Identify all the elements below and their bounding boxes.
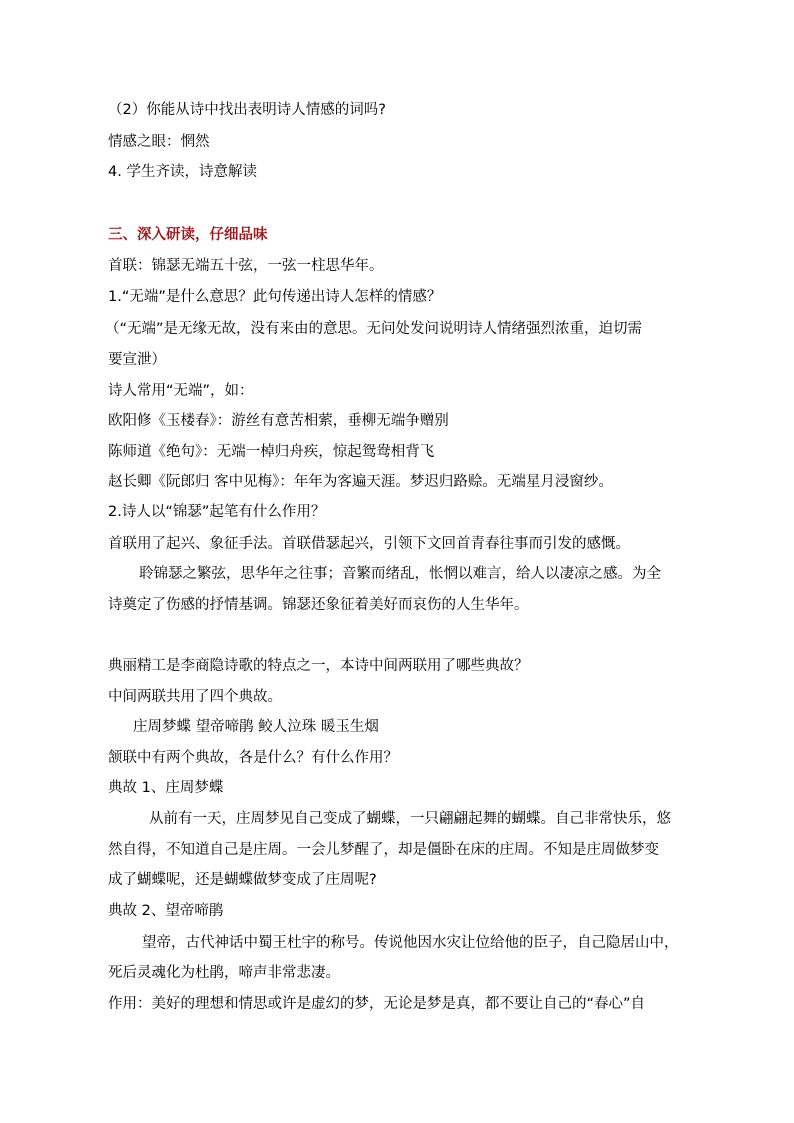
wuduan-examples-intro: 诗人常用“无端”，如： bbox=[108, 383, 254, 399]
answer-wuduan-line2: 要宣泄） bbox=[108, 352, 166, 368]
allusion-1-text-line3: 成了蝴蝶呢，还是蝴蝶做梦变成了庄周呢? bbox=[108, 872, 377, 888]
step-4: 4. 学生齐读，诗意解读 bbox=[108, 164, 257, 180]
allusion-2-title: 典故 2、望帝啼鹃 bbox=[108, 903, 224, 919]
question-jinse: 2.诗人以“锦瑟”起笔有什么作用？ bbox=[108, 504, 326, 520]
allusion-list: 庄周梦蝶 望帝啼鹃 鲛人泣珠 暖玉生烟 bbox=[133, 719, 379, 735]
answer-jinse-line3: 诗奠定了伤感的抒情基调。锦瑟还象征着美好而哀伤的人生华年。 bbox=[108, 597, 529, 613]
allusion-2-text-line2: 死后灵魂化为杜鹃，啼声非常悲凄。 bbox=[108, 965, 340, 981]
hanlian-question: 颔联中有两个典故，各是什么？有什么作用？ bbox=[108, 750, 398, 766]
allusion-1-text-line2: 然自得，不知道自己是庄周。一会儿梦醒了，却是僵卧在床的庄周。不知是庄周做梦变 bbox=[108, 842, 659, 858]
answer-jinse-line1: 首联用了起兴、象征手法。首联借瑟起兴，引领下文回首青春往事而引发的感慨。 bbox=[108, 536, 630, 552]
example-zhao: 赵长卿《阮郎归 客中见梅》：年年为客遍天涯。梦迟归路赊。无端星月浸窗纱。 bbox=[108, 474, 613, 490]
section-heading: 三、深入研读，仔细品味 bbox=[108, 227, 268, 243]
allusion-count: 中间两联共用了四个典故。 bbox=[108, 689, 282, 705]
function-text: 作用：美好的理想和情思或许是虚幻的梦，无论是梦是真，都不要让自己的“春心”自 bbox=[108, 996, 646, 1012]
allusion-2-text-line1: 望帝，古代神话中蜀王杜宇的称号。传说他因水灾让位给他的臣子，自己隐居山中， bbox=[142, 935, 679, 951]
first-couplet: 首联：锦瑟无端五十弦，一弦一柱思华年。 bbox=[108, 258, 384, 274]
answer-wuduan-line1: （“无端”是无缘无故，没有来由的意思。无问处发问说明诗人情绪强烈浓重，迫切需 bbox=[105, 321, 643, 337]
question-2: （2）你能从诗中找出表明诗人情感的词吗? bbox=[108, 102, 386, 118]
answer-jinse-line2: 聆锦瑟之繁弦，思华年之往事；音繁而绪乱，怅惘以难言，给人以凄凉之感。为全 bbox=[139, 566, 661, 582]
allusion-1-title: 典故 1、庄周梦蝶 bbox=[108, 780, 224, 796]
example-ouyang: 欧阳修《玉楼春》：游丝有意苦相萦，垂柳无端争赠别 bbox=[108, 413, 449, 429]
example-chen: 陈师道《绝句》：无端一棹归舟疾，惊起鸳鸯相背飞 bbox=[108, 444, 435, 460]
emotion-eye: 情感之眼：惘然 bbox=[108, 134, 210, 150]
question-wuduan: 1.“无端”是什么意思？此句传递出诗人怎样的情感？ bbox=[108, 289, 442, 305]
allusion-question: 典丽精工是李商隐诗歌的特点之一，本诗中间两联用了哪些典故？ bbox=[108, 658, 529, 674]
allusion-1-text-line1: 从前有一天，庄周梦见自己变成了蝴蝶，一只翩翩起舞的蝴蝶。自己非常快乐，悠 bbox=[149, 811, 671, 827]
